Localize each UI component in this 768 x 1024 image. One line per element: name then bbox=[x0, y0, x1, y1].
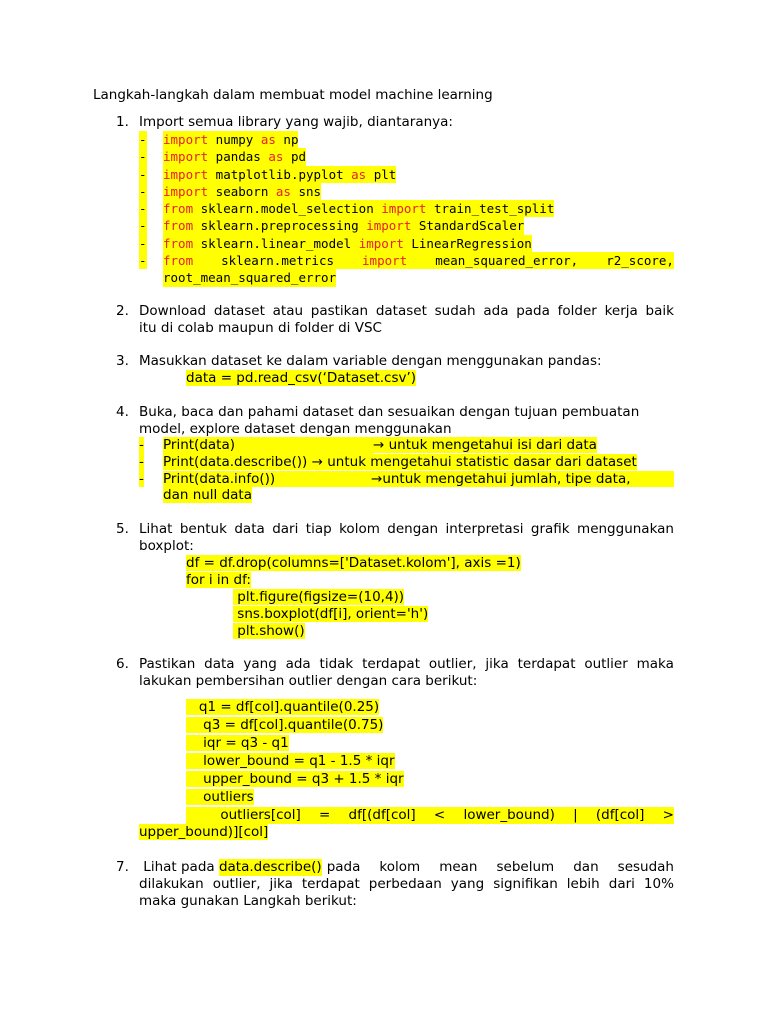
arrow-icon: → bbox=[311, 453, 323, 470]
inline-code: data.describe() bbox=[218, 859, 322, 875]
code-line: q1 = df[col].quantile(0.25) bbox=[186, 699, 380, 715]
module-name: sklearn.preprocessing bbox=[193, 218, 367, 234]
code-line: data = pd.read_csv(‘Dataset.csv’) bbox=[186, 370, 417, 386]
step-number: 3. bbox=[116, 353, 129, 369]
description-continuation: dan null data bbox=[163, 487, 253, 504]
keyword: as bbox=[268, 149, 284, 165]
list-dash: - bbox=[139, 201, 147, 217]
step-5-text bbox=[139, 521, 674, 555]
keyword: import bbox=[358, 235, 404, 251]
code-line-justified: outliers[col] = df[(df[col] < lower_bound) | (df[col] > bbox=[186, 807, 674, 823]
text-line: Pastikan data yang ada tidak terdapat outlier, jika terdapat outlier maka bbox=[139, 656, 674, 672]
step-number: 6. bbox=[116, 656, 129, 672]
keyword: import bbox=[163, 166, 209, 182]
document-title: Langkah-langkah dalam membuat model machine learning bbox=[93, 87, 493, 103]
command: Print(data) bbox=[163, 437, 373, 454]
arrow-icon: → bbox=[371, 470, 383, 487]
list-dash: - bbox=[139, 218, 147, 234]
import-name: r2_score, bbox=[606, 253, 674, 269]
keyword: as bbox=[275, 183, 291, 199]
import-name: LinearRegression bbox=[403, 235, 532, 251]
description: untuk mengetahui isi dari data bbox=[388, 437, 597, 453]
text-line: model, explore dataset dengan menggunakan bbox=[139, 421, 452, 437]
keyword: import bbox=[381, 201, 427, 217]
module-name: pandas bbox=[208, 149, 269, 165]
keyword: import bbox=[163, 149, 209, 165]
code-line: upper_bound = q3 + 1.5 * iqr bbox=[186, 771, 404, 787]
step-number: 5. bbox=[116, 521, 129, 537]
keyword: from bbox=[163, 253, 194, 269]
import-name: train_test_split bbox=[426, 201, 555, 217]
import-row bbox=[139, 217, 674, 234]
import-row bbox=[139, 131, 674, 148]
module-name: seaborn bbox=[208, 183, 276, 199]
list-dash: - bbox=[139, 470, 144, 487]
import-name: sns bbox=[290, 183, 322, 199]
step-number: 1. bbox=[116, 114, 129, 130]
step-1-text: Import semua library yang wajib, diantaranya: bbox=[139, 114, 453, 130]
module-name: sklearn.model_selection bbox=[193, 201, 382, 217]
list-dash: - bbox=[139, 453, 144, 470]
import-row bbox=[139, 183, 674, 200]
import-name: StandardScaler bbox=[411, 218, 525, 234]
list-dash: - bbox=[139, 166, 147, 182]
text-line: itu di colab maupun di folder di VSC bbox=[139, 320, 382, 336]
step-4-text bbox=[139, 404, 674, 438]
code-line: outliers bbox=[186, 789, 254, 805]
code-line: plt.show() bbox=[233, 623, 305, 639]
keyword: import bbox=[362, 253, 408, 269]
keyword: from bbox=[163, 218, 194, 234]
import-row bbox=[139, 252, 674, 269]
import-row bbox=[139, 235, 674, 252]
list-item bbox=[139, 471, 674, 488]
text-line: Buka, baca dan pahami dataset dan sesuaikan dengan tujuan pembuatan bbox=[139, 404, 640, 420]
import-name: plt bbox=[366, 166, 397, 182]
command: Print(data.info()) bbox=[163, 470, 276, 487]
code-line: upper_bound)][col] bbox=[139, 824, 269, 840]
import-name: mean_squared_error, bbox=[435, 253, 579, 269]
list-dash: - bbox=[139, 235, 147, 251]
list-dash: - bbox=[139, 253, 147, 269]
code-line: iqr = q3 - q1 bbox=[186, 735, 289, 751]
import-list bbox=[139, 131, 674, 287]
import-name: pd bbox=[283, 149, 307, 165]
text-line: Lihat bentuk data dari tiap kolom dengan interpretasi grafik menggunakan bbox=[139, 521, 674, 537]
text-line: boxplot: bbox=[139, 538, 194, 554]
step-number: 2. bbox=[116, 303, 129, 319]
arrow-icon: → bbox=[373, 437, 385, 453]
text-line: lakukan pembersihan outlier dengan cara berikut: bbox=[139, 673, 478, 689]
step-7-text bbox=[139, 859, 674, 910]
step-number: 7. bbox=[116, 859, 129, 875]
keyword: import bbox=[163, 183, 209, 199]
list-dash: - bbox=[139, 437, 144, 453]
keyword: from bbox=[163, 235, 194, 251]
text-line: maka gunakan Langkah berikut: bbox=[139, 893, 357, 909]
keyword: as bbox=[260, 132, 276, 147]
import-row bbox=[139, 148, 674, 165]
keyword: as bbox=[351, 166, 367, 182]
list-dash: - bbox=[139, 183, 147, 199]
list-dash: - bbox=[139, 149, 147, 165]
description: untuk mengetahui statistic dasar dari dataset bbox=[327, 453, 637, 470]
module-name: sklearn.linear_model bbox=[193, 235, 359, 251]
import-row bbox=[139, 200, 674, 217]
step-6-text bbox=[139, 656, 674, 690]
import-row bbox=[139, 166, 674, 183]
module-name: sklearn.metrics bbox=[221, 253, 335, 269]
code-line: plt.figure(figsize=(10,4)) bbox=[233, 589, 405, 605]
code-line: sns.boxplot(df[i], orient='h') bbox=[233, 606, 429, 622]
keyword: import bbox=[163, 132, 209, 147]
keyword: from bbox=[163, 201, 194, 217]
text-line: Lihat pada data.describe() pada kolom mean sebelum dan sesudah bbox=[139, 859, 674, 875]
import-name: np bbox=[275, 132, 299, 147]
command: Print(data.describe()) bbox=[163, 453, 308, 470]
module-name: numpy bbox=[208, 132, 261, 147]
description: untuk mengetahui jumlah, tipe data, bbox=[382, 470, 631, 487]
keyword: import bbox=[366, 218, 412, 234]
text-line: dilakukan outlier, jika terdapat perbedaan yang signifikan lebih dari 10% bbox=[139, 876, 674, 892]
step-3-text: Masukkan dataset ke dalam variable dengan menggunakan pandas: bbox=[139, 353, 602, 369]
import-continuation: root_mean_squared_error bbox=[163, 270, 337, 286]
module-name: matplotlib.pyplot bbox=[208, 166, 352, 182]
list-dash: - bbox=[139, 132, 147, 147]
step-2-text bbox=[139, 303, 674, 337]
text-line: Download dataset atau pastikan dataset sudah ada pada folder kerja baik bbox=[139, 303, 674, 319]
explore-list bbox=[139, 437, 674, 504]
list-item bbox=[139, 454, 674, 471]
code-line: for i in df: bbox=[186, 572, 251, 588]
code-line: df = df.drop(columns=['Dataset.kolom'], axis =1) bbox=[186, 555, 521, 571]
step-number: 4. bbox=[116, 404, 129, 420]
code-line: lower_bound = q1 - 1.5 * iqr bbox=[186, 753, 395, 769]
code-line: q3 = df[col].quantile(0.75) bbox=[186, 717, 384, 733]
list-item bbox=[139, 437, 674, 454]
